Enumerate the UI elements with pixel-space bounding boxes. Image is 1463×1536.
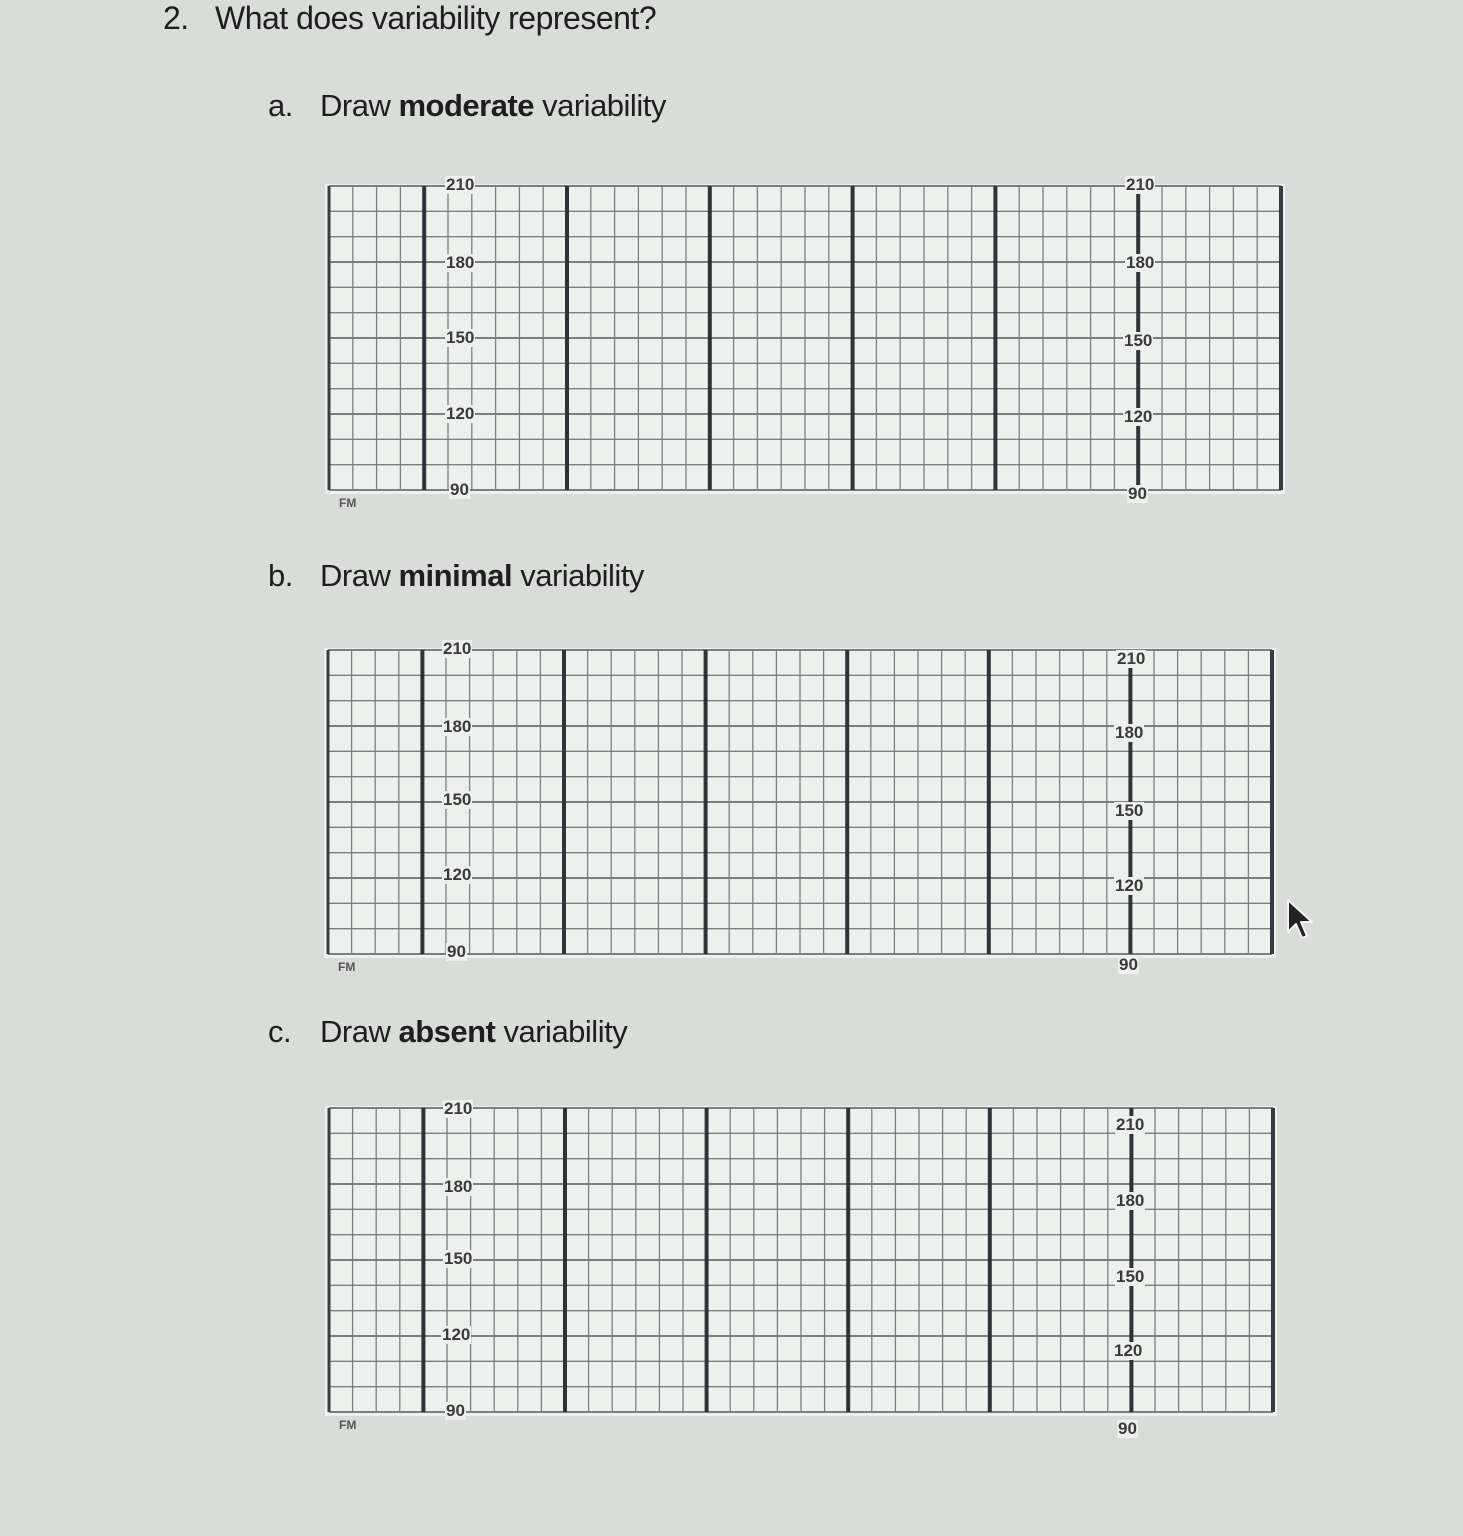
tick-right-90: 90 [1118,1419,1137,1438]
tick-left-180: 180 [444,1177,473,1196]
part-emphasis: minimal [398,558,513,593]
tick-right-180: 180 [1126,253,1155,272]
tick-left-120: 120 [446,404,475,423]
mouse-pointer-icon [1286,898,1316,942]
part-emphasis: absent [398,1014,496,1049]
tick-right-210: 210 [1116,1115,1145,1134]
part-emphasis: moderate [398,88,534,123]
tick-right-120: 120 [1115,876,1144,895]
part-letter: a. [268,88,293,123]
question-number: 2. [163,0,189,36]
tick-left-180: 180 [443,717,472,736]
tick-right-90: 90 [1128,484,1147,503]
fhr-strip-b[interactable] [324,639,1276,974]
part-c-heading [268,1014,627,1050]
part-suffix: variability [495,1014,628,1049]
part-a-heading [268,88,666,124]
question-heading [163,0,656,37]
tick-left-150: 150 [444,1249,473,1268]
part-letter: b. [268,558,293,593]
tick-left-180: 180 [446,253,475,272]
fhr-strip-a[interactable] [325,175,1285,510]
part-b-heading [268,558,644,594]
part-suffix: variability [512,558,644,593]
tick-right-210: 210 [1126,175,1155,194]
tick-left-210: 210 [443,639,472,658]
tick-right-150: 150 [1124,331,1153,350]
tick-right-180: 180 [1115,723,1144,742]
tick-right-120: 120 [1114,1341,1143,1360]
tick-right-150: 150 [1115,801,1144,820]
fhr-strip-c[interactable] [325,1099,1277,1438]
part-prefix: Draw [320,1014,399,1049]
tick-right-210: 210 [1117,649,1146,668]
question-text: What does variability represent? [215,0,657,36]
part-prefix: Draw [320,88,399,123]
tick-left-90: 90 [447,942,466,961]
part-letter: c. [268,1014,292,1049]
tick-left-210: 210 [446,175,475,194]
tick-left-90: 90 [446,1401,465,1420]
tick-left-90: 90 [450,480,469,499]
tick-right-90: 90 [1119,955,1138,974]
fm-label: FM [339,496,357,510]
tick-left-150: 150 [443,790,472,809]
tick-left-150: 150 [446,328,475,347]
tick-left-120: 120 [443,865,472,884]
fm-label: FM [338,960,356,974]
part-suffix: variability [534,88,666,123]
part-prefix: Draw [320,558,399,593]
tick-left-210: 210 [444,1099,473,1118]
tick-right-120: 120 [1124,407,1153,426]
tick-right-180: 180 [1116,1191,1145,1210]
tick-left-120: 120 [442,1325,471,1344]
tick-right-150: 150 [1116,1267,1145,1286]
fm-label: FM [339,1418,357,1432]
